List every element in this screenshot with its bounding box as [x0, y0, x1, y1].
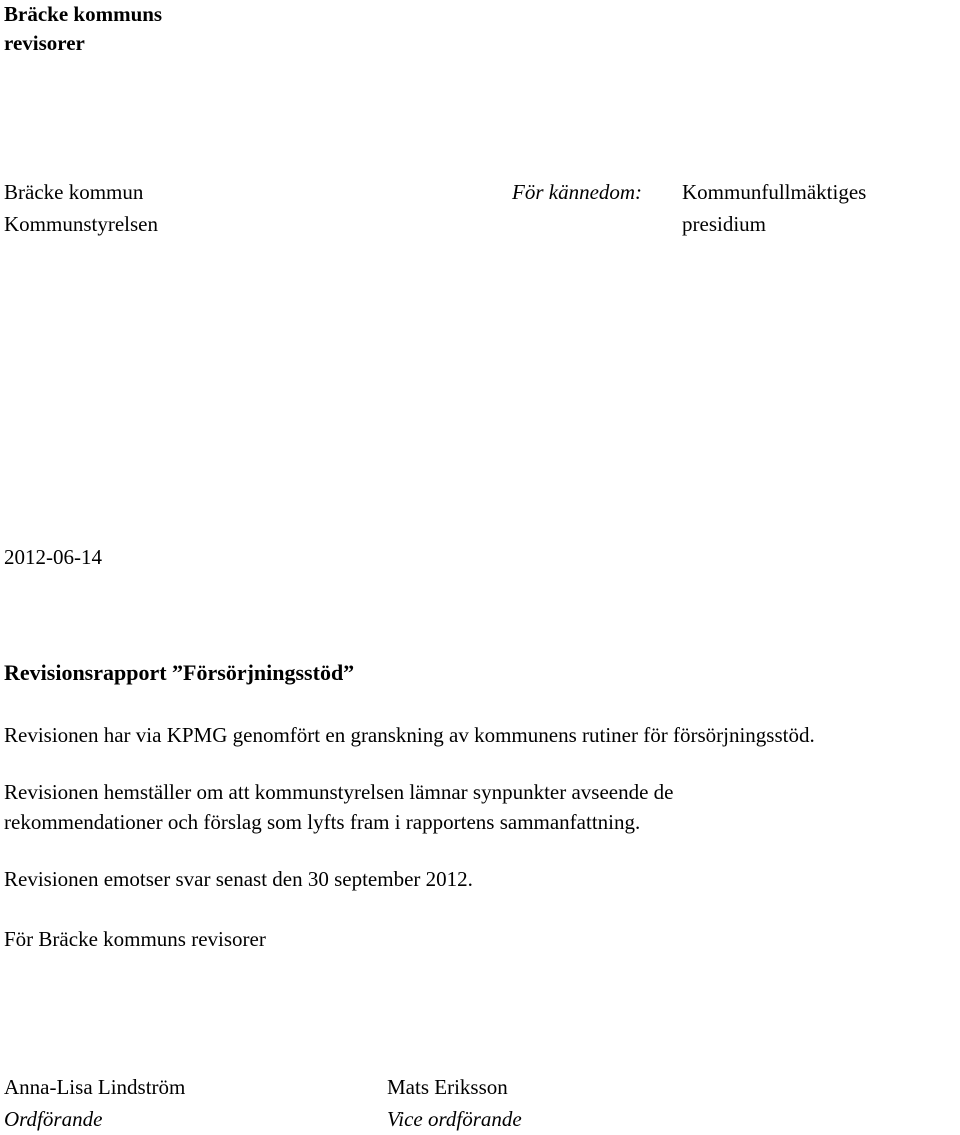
signature-2 — [387, 1071, 522, 1135]
document-date: 2012-06-14 — [4, 545, 102, 569]
body-paragraph-2-line-1: Revisionen hemställer om att kommunstyrelsen lämnar synpunkter avseende de — [4, 780, 674, 804]
signature-1-name: Anna-Lisa Lindström — [4, 1075, 186, 1099]
signature-1 — [4, 1071, 185, 1135]
recipient-line-2: Kommunstyrelsen — [4, 212, 158, 236]
cc-label: För kännedom: — [512, 180, 643, 204]
signature-1-role: Ordförande — [4, 1107, 103, 1131]
sender-line-2: revisorer — [4, 31, 85, 55]
recipient-line-1: Bräcke kommun — [4, 180, 144, 204]
closing-line: För Bräcke kommuns revisorer — [4, 927, 266, 951]
document-title: Revisionsrapport ”Försörjningsstöd” — [4, 660, 355, 685]
sender-line-1: Bräcke kommuns — [4, 2, 163, 26]
signature-2-role: Vice ordförande — [387, 1107, 522, 1131]
body-paragraph-2 — [4, 777, 674, 837]
cc-recipient-line-1: Kommunfullmäktiges — [682, 180, 867, 204]
recipient-block — [4, 176, 158, 240]
sender-block — [4, 0, 162, 58]
body-paragraph-1: Revisionen har via KPMG genomfört en granskning av kommunens rutiner för försörjningsstöd. — [4, 723, 815, 747]
signature-2-name: Mats Eriksson — [387, 1075, 508, 1099]
body-paragraph-3: Revisionen emotser svar senast den 30 september 2012. — [4, 867, 473, 891]
cc-recipient-block — [682, 176, 866, 240]
body-paragraph-2-line-2: rekommendationer och förslag som lyfts fram i rapportens sammanfattning. — [4, 810, 641, 834]
cc-recipient-line-2: presidium — [682, 212, 766, 236]
